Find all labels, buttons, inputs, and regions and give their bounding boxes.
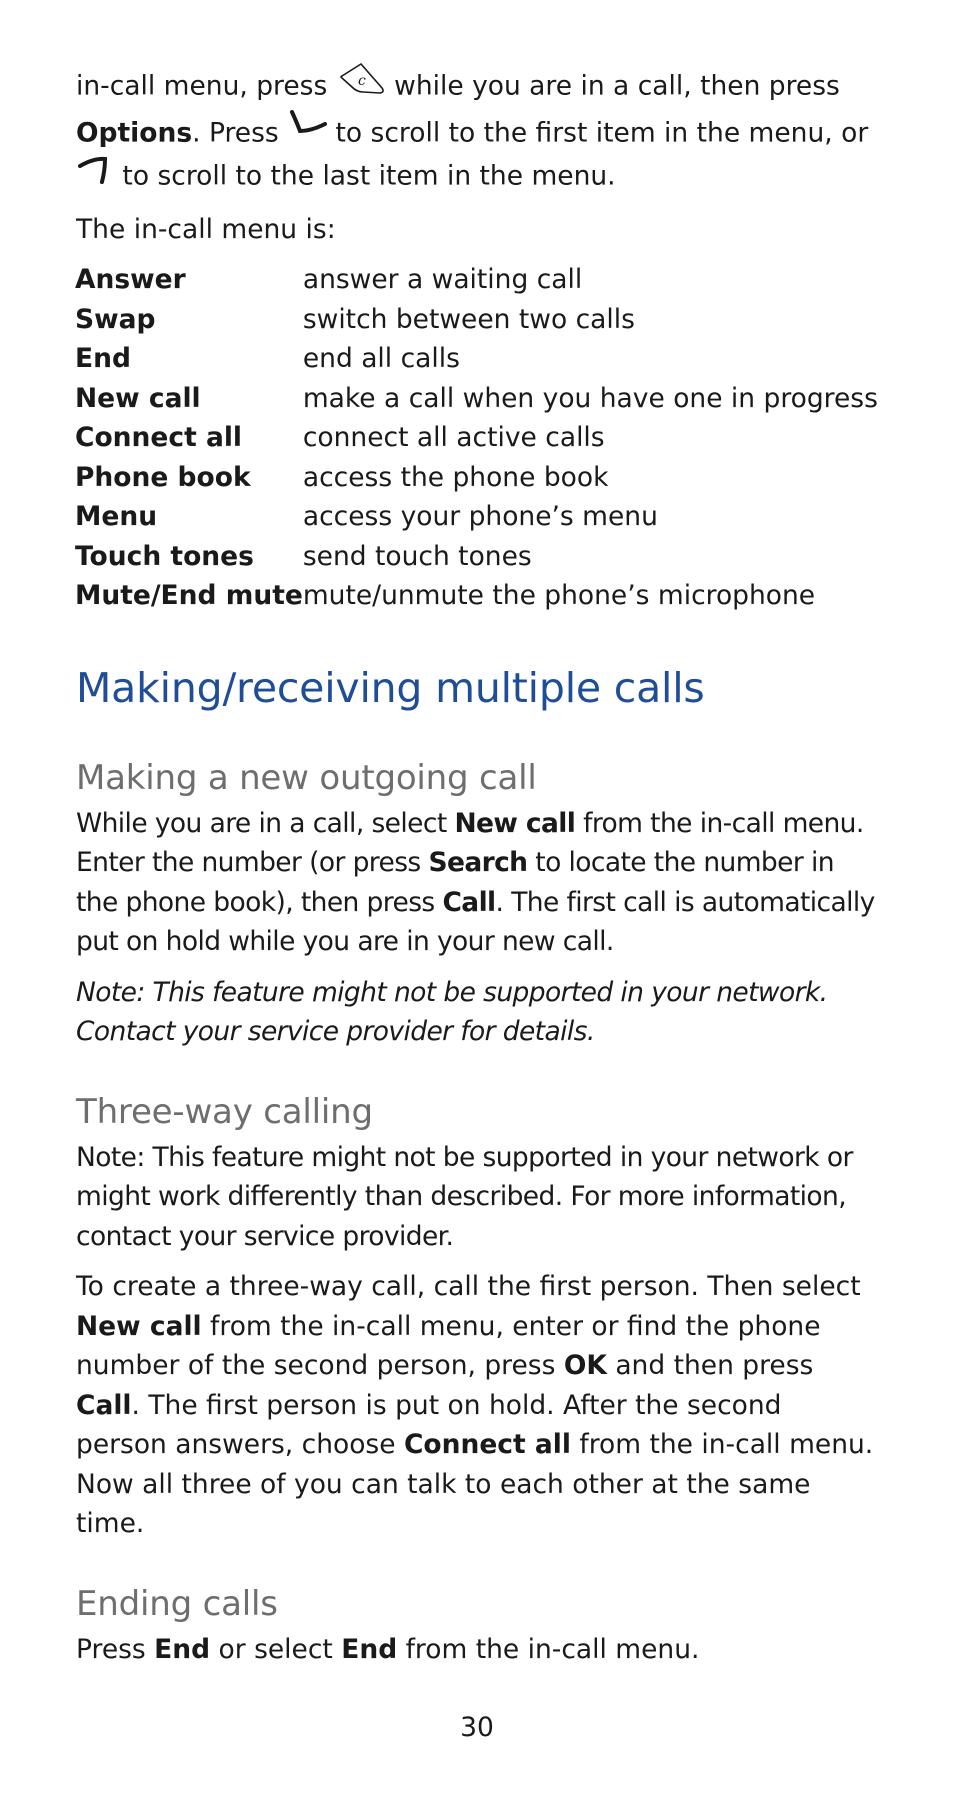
key-name: OK — [563, 1350, 607, 1381]
menu-term: Phone book — [75, 461, 251, 493]
menu-description: access your phone’s menu — [302, 501, 658, 532]
in-call-menu-table — [75, 260, 878, 616]
menu-description: make a call when you have one in progress — [302, 382, 878, 414]
key-name: End — [341, 1633, 398, 1665]
menu-term: New call — [75, 382, 201, 414]
table-row — [75, 497, 878, 537]
new-call-paragraph — [76, 804, 876, 962]
table-row — [75, 458, 878, 498]
menu-term: Swap — [75, 303, 156, 335]
body-text: . The first person is put on hold. After the second person answers, choose — [76, 1389, 782, 1460]
body-text: . The first call is automatically put on hold while you are in your new call. — [76, 886, 875, 957]
body-text: or select — [210, 1633, 342, 1665]
table-row — [75, 260, 878, 300]
menu-description: send touch tones — [302, 540, 532, 572]
key-name: New call — [76, 1310, 202, 1342]
key-name: Connect all — [403, 1429, 571, 1460]
intro-text: in-call menu, press — [76, 70, 336, 102]
key-name: New call — [454, 807, 576, 839]
key-name: Search — [428, 847, 528, 878]
intro-text: while you are in a call, then press — [385, 70, 840, 102]
new-call-note: Note: This feature might not be supported in your network. Contact your service provider for details. — [76, 976, 828, 1047]
subsection-heading-ending-calls: Ending calls — [76, 1583, 278, 1624]
section-title: Making/receiving multiple calls — [76, 663, 705, 712]
menu-term: Connect all — [75, 422, 243, 453]
menu-description: access the phone book — [302, 461, 609, 493]
subsection-heading-new-call: Making a new outgoing call — [76, 757, 537, 798]
menu-description: end all calls — [302, 343, 460, 374]
body-text: To create a three-way call, call the first person. Then select — [76, 1271, 861, 1302]
menu-term: Touch tones — [75, 540, 254, 572]
menu-description: connect all active calls — [302, 422, 605, 453]
clear-key-icon — [336, 59, 386, 109]
body-text: from the in-call menu. Now all three of you can talk to each other at the same time. — [76, 1429, 874, 1539]
body-text: and then press — [606, 1350, 814, 1381]
key-name: Call — [442, 886, 496, 918]
key-name: Call — [76, 1389, 132, 1421]
scroll-up-key-icon — [287, 109, 327, 153]
menu-description: switch between two calls — [302, 303, 635, 335]
table-row — [75, 418, 878, 458]
menu-term: Menu — [75, 501, 158, 532]
table-row — [75, 379, 878, 419]
ending-calls-paragraph — [76, 1630, 876, 1670]
clear-key-label: c — [357, 73, 366, 89]
table-row — [75, 576, 878, 616]
body-text: While you are in a call, select — [76, 807, 455, 839]
intro-text: . Press — [192, 116, 288, 148]
manual-page — [76, 62, 876, 1669]
scroll-down-key-icon — [76, 152, 114, 196]
subsection-heading-three-way: Three-way calling — [76, 1091, 373, 1132]
body-text: Press — [76, 1633, 155, 1665]
intro-paragraph — [76, 62, 876, 199]
menu-description: mute/unmute the phone’s microphone — [302, 580, 816, 611]
three-way-paragraph — [76, 1267, 876, 1544]
body-text: to locate the number in the phone book), then press — [76, 847, 834, 918]
three-way-note: Note: This feature might not be supported in your network or might work differently than described. For more information, contact your service provider. — [76, 1141, 853, 1252]
table-row — [75, 339, 878, 379]
table-row — [75, 537, 878, 577]
menu-term: Answer — [75, 264, 186, 295]
key-name: End — [154, 1633, 211, 1665]
body-text: from the in-call menu. — [397, 1633, 700, 1665]
intro-text: to scroll to the first item in the menu, or — [327, 116, 869, 148]
page-number: 30 — [460, 1712, 494, 1743]
table-row — [75, 300, 878, 340]
body-text: from the in-call menu. Enter the number (or press — [76, 807, 864, 878]
options-key-name: Options — [76, 116, 193, 148]
intro-text: to scroll to the last item in the menu. — [114, 160, 616, 192]
body-text: from the in-call menu, enter or find the phone number of the second person, press — [76, 1310, 821, 1381]
menu-term: Mute/End mute — [75, 580, 303, 611]
menu-description: answer a waiting call — [302, 264, 583, 295]
menu-intro: The in-call menu is: — [76, 213, 336, 245]
menu-term: End — [75, 343, 131, 374]
